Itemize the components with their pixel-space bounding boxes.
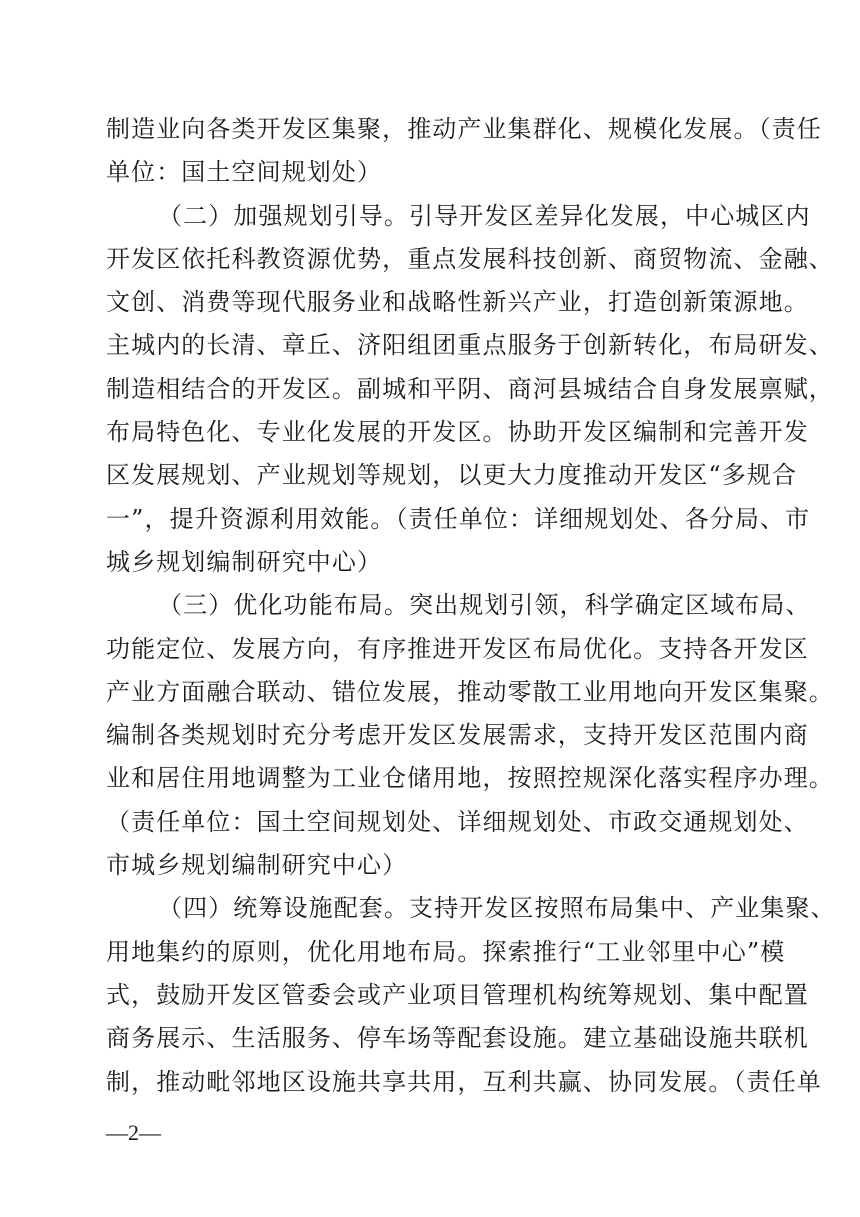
text-line: 区发展规划、产业规划等规划，以更大力度推动开发区“多规合 [106, 461, 798, 490]
text-line: 单位：国土空间规划处） [106, 158, 383, 187]
text-line: 主城内的长清、章丘、济阳组团重点服务于创新转化，布局研发、 [106, 331, 834, 360]
text-line: 开发区依托科教资源优势，重点发展科技创新、商贸物流、金融、 [106, 244, 834, 273]
text-line: 布局特色化、专业化发展的开发区。协助开发区编制和完善开发 [106, 418, 809, 447]
section-heading-line: （二）加强规划引导。引导开发区差异化发展，中心城区内 [158, 201, 811, 230]
text-line: 编制各类规划时充分考虑开发区发展需求，支持开发区范围内商 [106, 721, 809, 750]
section-heading-line: （三）优化功能布局。突出规划引领，科学确定区域布局、 [158, 591, 811, 620]
text-line: 制造业向各类开发区集聚，推动产业集群化、规模化发展。（责任 [106, 115, 822, 143]
text-line: 产业方面融合联动、错位发展，推动零散工业用地向开发区集聚。 [106, 677, 834, 706]
text-line: 功能定位、发展方向，有序推进开发区布局优化。支持各开发区 [106, 634, 809, 663]
page-number: —2— [106, 1120, 161, 1145]
document-body [106, 108, 836, 1104]
text-line: 式，鼓励开发区管委会或产业项目管理机构统筹规划、集中配置 [106, 980, 809, 1009]
text-line: （责任单位：国土空间规划处、详细规划处、市政交通规划处、 [106, 807, 809, 836]
text-line: 城乡规划编制研究中心） [106, 547, 383, 576]
text-line: 市城乡规划编制研究中心） [106, 851, 408, 880]
text-line: 用地集约的原则，优化用地布局。探索推行“工业邻里中心”模 [106, 937, 786, 966]
text-line: 一”，提升资源利用效能。（责任单位：详细规划处、各分局、市 [106, 504, 811, 533]
text-line: 商务展示、生活服务、停车场等配套设施。建立基础设施共联机 [106, 1024, 809, 1053]
text-line: 制，推动毗邻地区设施共享共用，互利共赢、协同发展。（责任单 [106, 1067, 822, 1096]
text-line: 制造相结合的开发区。副城和平阴、商河县城结合自身发展禀赋， [106, 374, 834, 403]
section-heading-line: （四）统筹设施配套。支持开发区按照布局集中、产业集聚、 [158, 894, 836, 923]
text-line: 文创、消费等现代服务业和战略性新兴产业，打造创新策源地。 [106, 288, 809, 317]
text-line: 业和居住用地调整为工业仓储用地，按照控规深化落实程序办理。 [106, 764, 834, 793]
